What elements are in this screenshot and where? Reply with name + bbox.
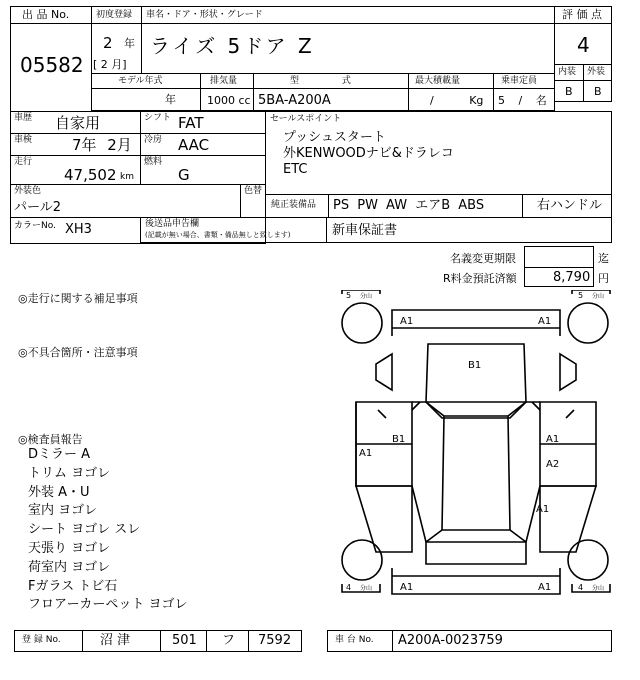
recycle-suffix: 円: [598, 272, 609, 285]
mark-front-bumper-l: A1: [400, 316, 414, 327]
sales-line-1: プッシュスタート: [283, 130, 386, 145]
first-reg-year: 2: [103, 34, 113, 52]
car-label: 車名・ドア・形状・グレード: [146, 10, 263, 20]
model-year-value: 年: [165, 93, 176, 106]
svg-text:分山: 分山: [360, 293, 373, 300]
mark-left-side: A1: [359, 448, 373, 459]
first-reg-month: [ 2 月]: [93, 58, 127, 71]
mark-right-rear-door: A2: [546, 459, 560, 470]
car-damage-diagram: [340, 290, 612, 620]
name-change-label: 名義変更期限: [450, 252, 516, 265]
reg-kana: フ: [222, 633, 236, 648]
defects-title: ◎不具合箇所・注意事項: [18, 346, 138, 359]
reg-label: 登 録 No.: [22, 635, 61, 645]
capacity-value: 5 / 名: [498, 94, 547, 107]
usage-label: 車歴: [14, 113, 33, 123]
displacement-value: 1000 cc: [207, 94, 251, 107]
svg-text:分山: 分山: [592, 585, 605, 592]
windshield: [426, 402, 526, 542]
lot-number: 05582: [20, 53, 84, 77]
year-unit: 年: [124, 37, 135, 50]
reg-class: 501: [172, 633, 197, 648]
sales-line-3: ETC: [283, 162, 308, 177]
chassis-label: 車 台 No.: [335, 635, 374, 645]
docs-note: (記載が無い場合、書類・備品無しと致します): [145, 231, 291, 239]
fuel-label: 燃料: [144, 157, 163, 167]
inspector-item: 天張り ヨゴレ: [28, 540, 111, 556]
shift-value: FAT: [178, 114, 204, 132]
lot-label: 出 品 No.: [22, 8, 70, 21]
type-value: 5BA-A200A: [258, 93, 331, 108]
wheel-front-left: [342, 303, 382, 343]
mileage-unit: km: [120, 172, 134, 182]
wheel-rear-right: [568, 540, 608, 580]
tire-rr-bracket: [572, 583, 610, 592]
rear-bumper: [392, 568, 560, 594]
ac-value: AAC: [178, 136, 210, 154]
displacement-label: 排気量: [210, 76, 238, 86]
rating-value: 4: [577, 33, 590, 57]
ac-label: 冷房: [144, 135, 163, 145]
svg-text:分山: 分山: [360, 585, 373, 592]
sales-label: セールスポイント: [270, 114, 342, 124]
tire-fr-bracket: [572, 290, 610, 300]
first-reg-label: 初度登録: [96, 10, 133, 20]
inspector-item: トリム ヨゴレ: [28, 465, 111, 481]
capacity-label: 乗車定員: [501, 76, 538, 86]
name-change-box: [524, 246, 594, 268]
svg-text:5: 5: [578, 291, 584, 300]
rating-label: 評 価 点: [562, 8, 602, 21]
wheel-rear-left: [342, 540, 382, 580]
driving-notes-title: ◎走行に関する補足事項: [18, 292, 138, 305]
roof: [442, 416, 510, 530]
ext-color-label: 外装色: [14, 186, 42, 196]
mark-front-bumper-r: A1: [538, 316, 552, 327]
mark-hood: B1: [468, 360, 482, 371]
color-no-value: XH3: [65, 222, 92, 237]
svg-text:5: 5: [346, 291, 352, 300]
shift-label: シフト: [144, 113, 172, 123]
fuel-value: G: [178, 166, 190, 184]
car-name: ライズ 5ドア Z: [150, 34, 315, 58]
mark-right-quarter: A1: [536, 504, 550, 515]
inspector-item: 室内 ヨゴレ: [28, 503, 98, 519]
svg-text:4: 4: [346, 583, 352, 592]
inspector-item: シート ヨゴレ スレ: [28, 522, 141, 538]
model-year-label: モデル年式: [118, 76, 163, 86]
steering-value: 右ハンドル: [537, 198, 603, 213]
mileage-label: 走行: [14, 157, 33, 167]
inspector-item: 外装 A・U: [28, 484, 90, 500]
inspector-list: [28, 446, 187, 615]
inspector-item: Dミラー A: [28, 447, 91, 462]
mark-rear-bumper-l: A1: [400, 582, 414, 593]
chassis-value: A200A-0023759: [398, 633, 503, 648]
front-bumper: [392, 310, 560, 336]
inspector-item: 荷室内 ヨゴレ: [28, 559, 111, 575]
inspection-label: 車検: [14, 135, 33, 145]
type-label: 型 式: [290, 76, 351, 86]
mark-rear-bumper-r: A1: [538, 582, 552, 593]
wheel-front-right: [568, 303, 608, 343]
docs-value: 新車保証書: [332, 223, 398, 238]
recycle-label: R料金預託済額: [443, 272, 517, 285]
equipment-label: 純正装備品: [271, 200, 317, 210]
exterior-label: 外装: [587, 67, 606, 77]
name-change-suffix: 迄: [598, 252, 609, 265]
tire-rl-bracket: [342, 583, 380, 592]
repaint-label: 色替: [244, 186, 263, 196]
recycle-box: 8,790: [524, 267, 594, 287]
sales-line-2: 外KENWOODナビ&ドラレコ: [283, 146, 454, 161]
svg-text:4: 4: [578, 583, 584, 592]
trunk: [426, 542, 526, 564]
usage-value: 自家用: [55, 114, 101, 132]
tire-fl-bracket: [342, 290, 380, 300]
reg-area: 沼 津: [100, 633, 131, 648]
hood: [426, 344, 526, 402]
inspector-item: フロアーカーペット ヨゴレ: [28, 597, 188, 613]
max-load-label: 最大積載量: [415, 76, 461, 86]
equipment-value: PS PW AW エアB ABS: [333, 198, 485, 213]
inspector-title: ◎検査員報告: [18, 433, 83, 446]
mark-right-front-door: A1: [546, 434, 560, 445]
reg-number: 7592: [258, 633, 292, 648]
color-no-label: カラーNo.: [14, 221, 56, 231]
inspection-value: 7年 2月: [72, 136, 132, 154]
mileage-value: 47,502: [64, 166, 117, 184]
inspector-item: Fガラス トビ石: [28, 578, 118, 594]
interior-label: 内装: [558, 67, 577, 77]
ext-color-value: パール2: [14, 200, 62, 215]
svg-text:分山: 分山: [592, 293, 605, 300]
exterior-grade: B: [594, 85, 602, 98]
mark-left-door: B1: [392, 434, 406, 445]
interior-grade: B: [565, 85, 573, 98]
max-load-value: / Kg: [430, 94, 484, 107]
docs-label: 後送品申告欄: [145, 219, 200, 229]
